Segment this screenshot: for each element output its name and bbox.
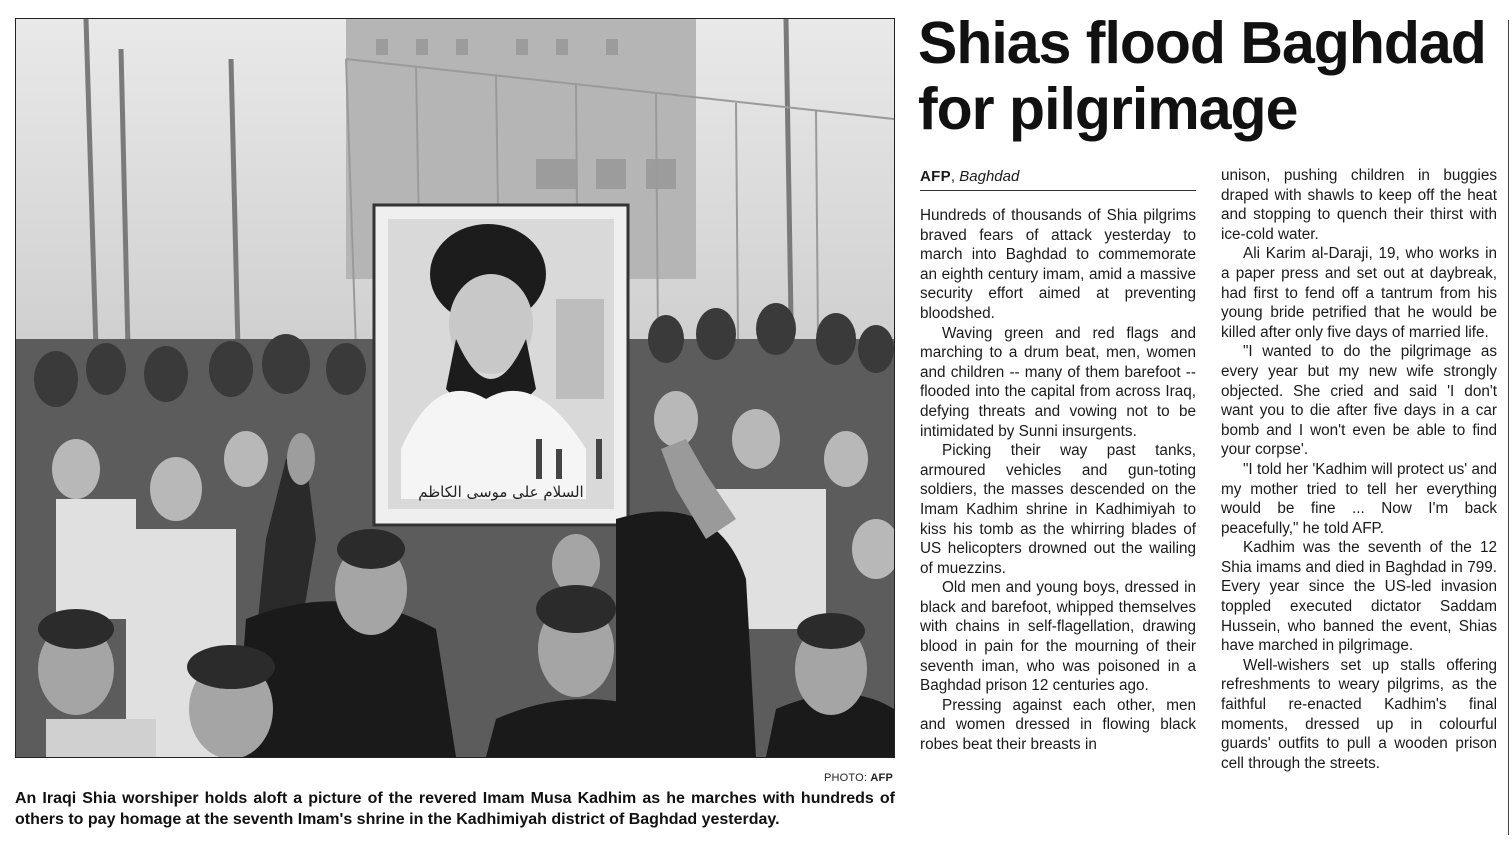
article-paragraph: Hundreds of thousands of Shia pilgrims braved fears of attack yesterday to march into Baghdad to commemorate an eighth century imam, amid a massive security effort aimed at preventing bloodshed.	[920, 207, 1196, 322]
photo-credit	[700, 772, 893, 784]
article-paragraph: unison, pushing children in buggies draped with shawls to keep off the heat and stopping to quench their thirst with ice-cold water.	[1221, 167, 1497, 243]
article-column-1	[920, 206, 1196, 755]
article-paragraph: Old men and young boys, dressed in black and barefoot, whipped themselves with chains in self-flagellation, drawing blood in pain for the mourning of their seventh iman, who was poisoned in a Baghdad prison 12 centuries ago.	[920, 579, 1196, 695]
article-paragraph: Ali Karim al-Daraji, 19, who works in a paper press and set out at daybreak, had first to fend off a tantrum from his young bride petrified that he would be killed after only five days of married life.	[1221, 245, 1497, 341]
article-column-2	[1221, 166, 1497, 773]
news-photo	[15, 18, 895, 758]
byline-separator: ,	[950, 168, 960, 185]
article-paragraph: "I wanted to do the pilgrimage as every year but my new wife strongly objected. She cried and said 'I don't want you to die after five days in a car bomb and I won't even be able to find your corpse'.	[1221, 343, 1497, 459]
byline	[920, 168, 1196, 191]
article-paragraph: Kadhim was the seventh of the 12 Shia imams and died in Baghdad in 799. Every year since the US-led invasion toppled executed dictator Saddam Hussein, who banned the event, Shias have marched in pilgrimage.	[1221, 539, 1497, 655]
article-paragraph: Pressing against each other, men and women dressed in flowing black robes beat their breasts in	[920, 696, 1196, 754]
article-paragraph: "I told her 'Kadhim will protect us' and my mother tried to tell her everything would be fine ... Now I'm back peacefully," he told AFP.	[1221, 460, 1497, 537]
photo-credit-prefix: PHOTO:	[823, 772, 868, 784]
article-paragraph: Picking their way past tanks, armoured vehicles and gun-toting soldiers, the masses descended on the Imam Kadhim shrine in Kadhimiyah to kiss his tomb as the whirring blades of US helicopters drowned out the wailing of muezzins.	[920, 442, 1196, 577]
headline: Shias flood Baghdad for pilgrimage	[918, 10, 1486, 142]
article-paragraph: Waving green and red flags and marching to a drum beat, men, women and children -- many of them barefoot -- flooded into the capital from across Iraq, defying threats and vowing not to be intimidated by Sunni insurgents.	[920, 324, 1196, 440]
byline-place: Baghdad	[959, 168, 1020, 185]
poster-text: السلام على موسى الكاظم	[418, 483, 584, 501]
article-paragraph: Well-wishers set up stalls offering refreshments to weary pilgrims, as the faithful re-enacted Kadhim's final moments, dressed up in colourful guards' outfits to pull a wooden prison cell through the streets.	[1221, 656, 1497, 772]
photo-caption: An Iraqi Shia worshiper holds aloft a picture of the revered Imam Musa Kadhim as he marches with hundreds of others to pay homage at the seventh Imam's shrine in the Kadhimiyah district of Baghdad yesterday.	[15, 790, 895, 828]
photo-credit-agency: AFP	[870, 772, 893, 784]
crowd-photo-icon	[16, 19, 894, 757]
byline-agency: AFP	[920, 168, 951, 185]
column-rule	[1508, 20, 1509, 835]
